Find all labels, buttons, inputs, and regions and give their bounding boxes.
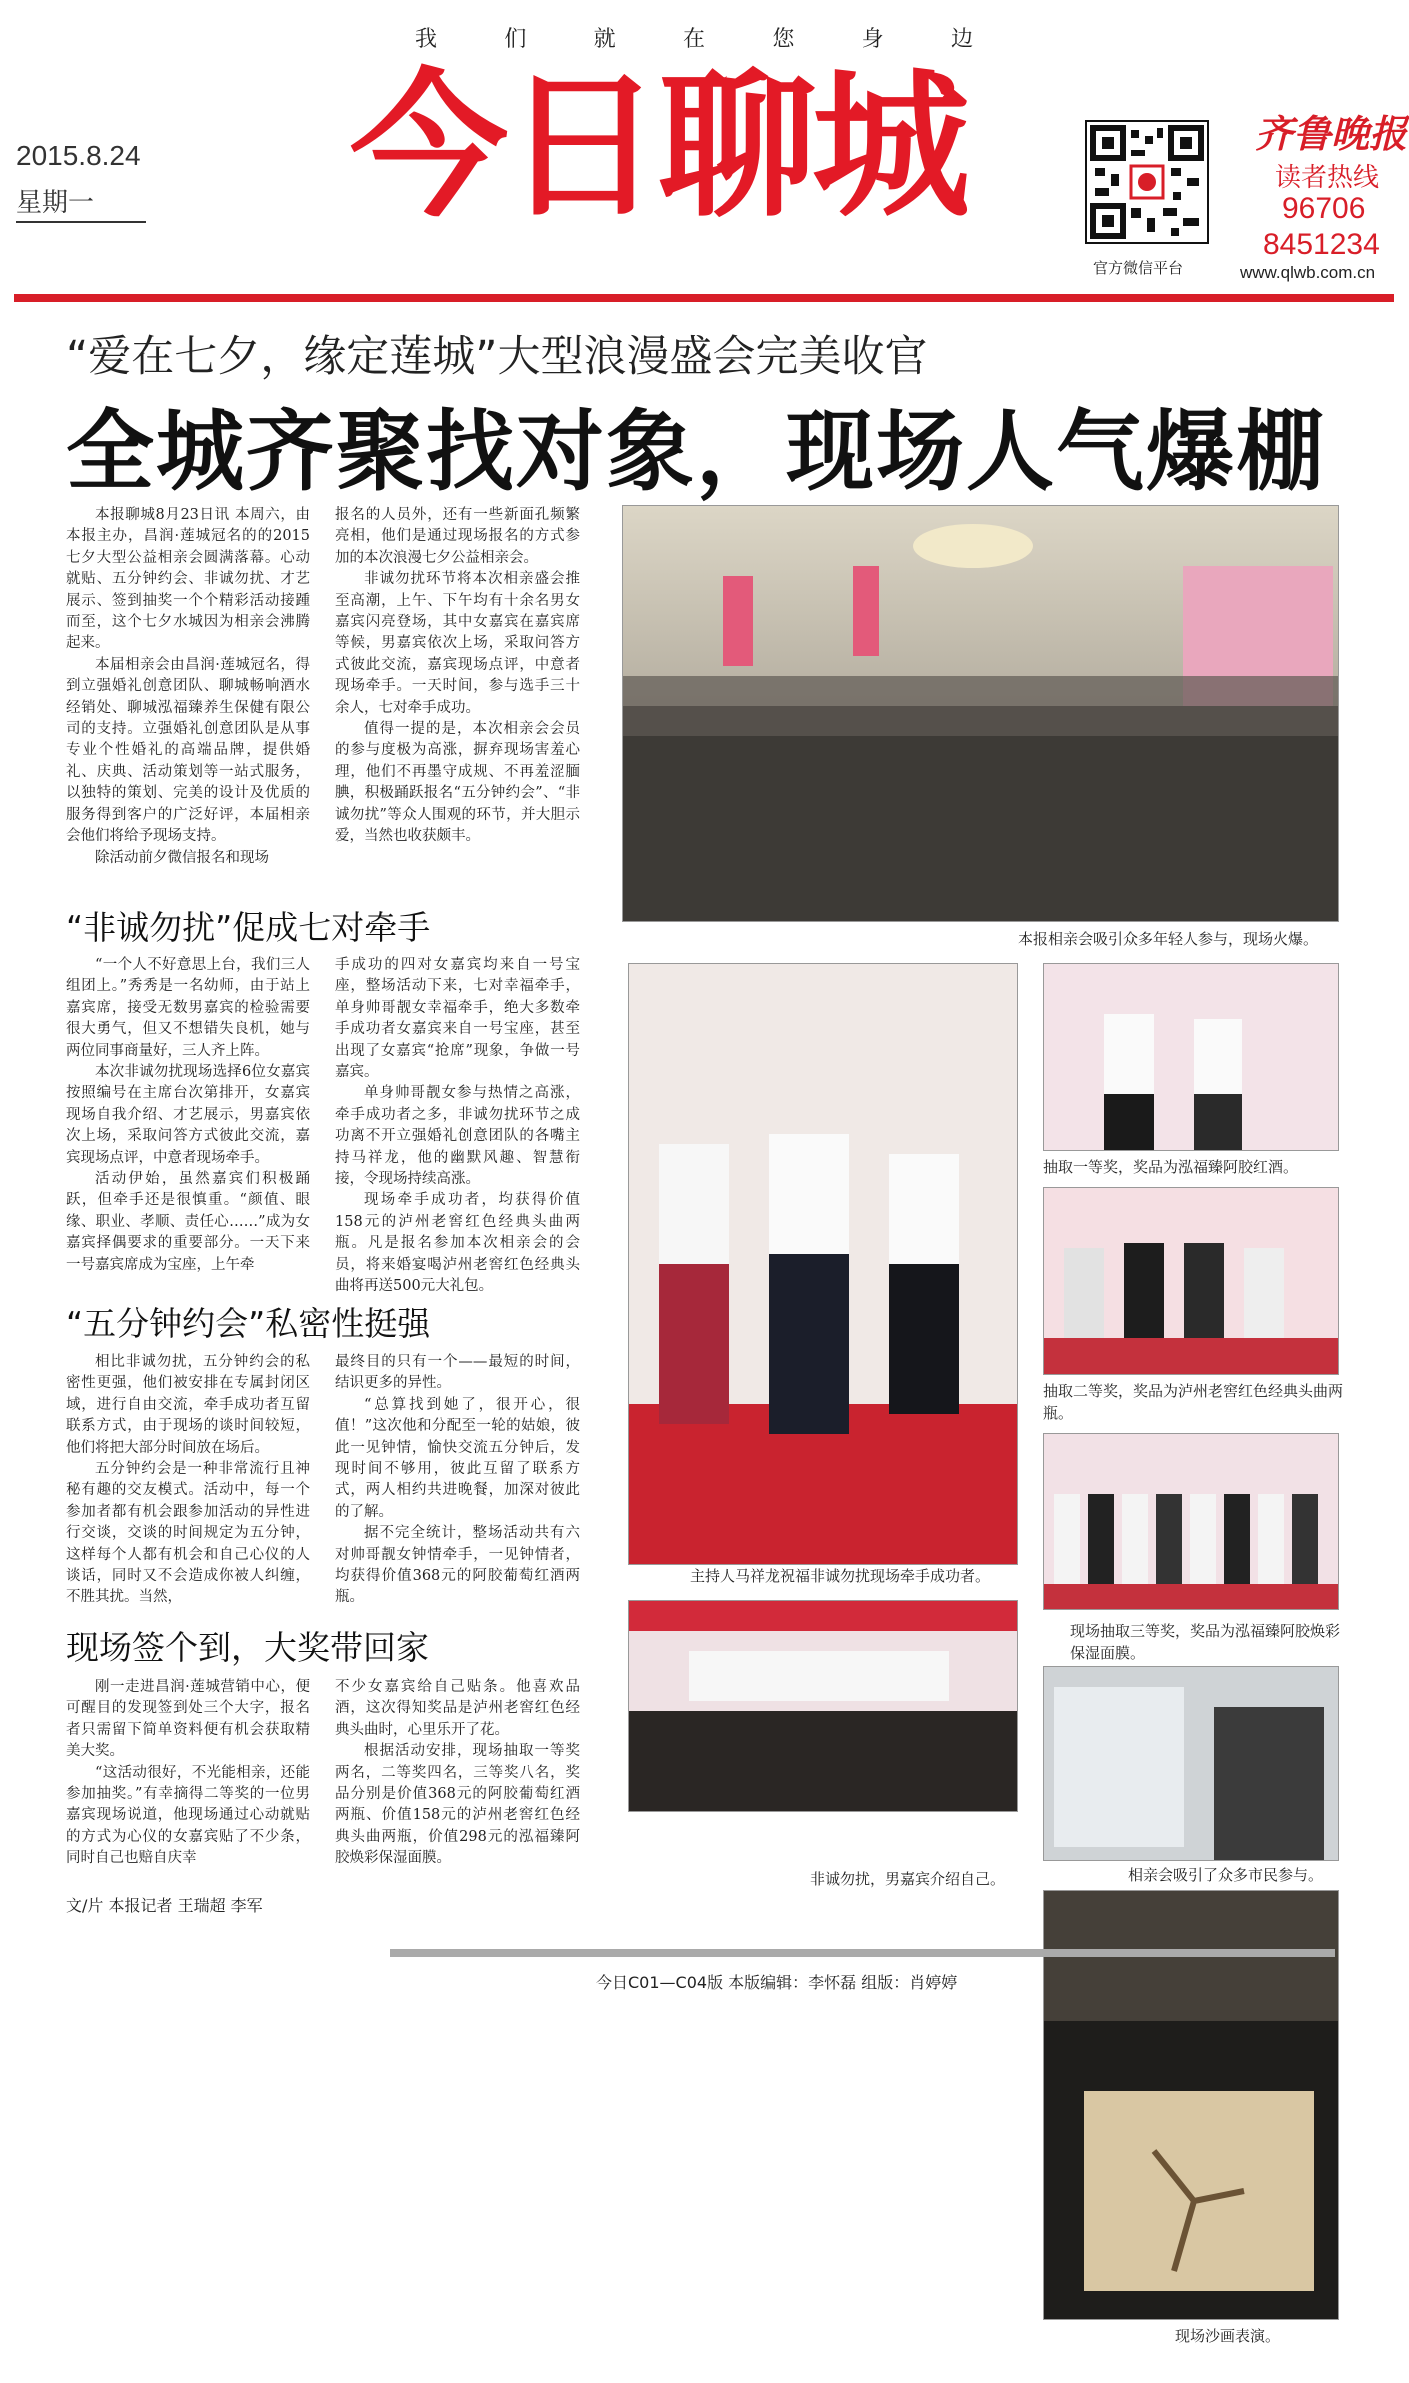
photo-stage: [628, 963, 1018, 1565]
paragraph: 除活动前夕微信报名和现场: [95, 849, 269, 866]
photo-first-prize: [1043, 963, 1339, 1151]
byline: 文/片 本报记者 王瑞超 李军: [66, 1896, 263, 1915]
section-title: “非诚勿扰”促成七对牵手: [66, 908, 431, 947]
hotline-number: 96706: [1282, 192, 1366, 225]
photo-caption: 抽取二等奖，奖品为泸州老窖红色经典头曲两瓶。: [1043, 1382, 1344, 1422]
section-title: “五分钟约会”私密性挺强: [66, 1304, 431, 1343]
photo-caption: 抽取一等奖，奖品为泓福臻阿胶红酒。: [1043, 1158, 1299, 1176]
paragraph: 手成功的四对女嘉宾均来自一号宝座，整场活动下来，七对幸福牵手，单身帅哥靓女幸福牵手，绝大多数牵手成功者女嘉宾来自一号宝座，甚至出现了女嘉宾“抢席”现象，争做一号嘉宾。: [335, 957, 580, 1081]
newspaper-logo: 齐鲁晚报: [1255, 111, 1408, 156]
photo-citizens: [1043, 1666, 1339, 1861]
paragraph: 活动伊始，虽然嘉宾们积极踊跃，但牵手还是很慎重。“颜值、眼缘、职业、孝顺、责任心……”成为女嘉宾择偶要求的重要部分。一天下来一号嘉宾席成为宝座，上午牵: [66, 1171, 310, 1273]
website-link[interactable]: www.qlwb.com.cn: [1240, 263, 1376, 282]
paragraph: 不少女嘉宾给自己贴条。他喜欢品酒，这次得知奖品是泸州老窖红色经典头曲时，心里乐开了花。: [335, 1679, 580, 1738]
photo-caption: 相亲会吸引了众多市民参与。: [1128, 1866, 1324, 1884]
paragraph: 本次非诚勿扰现场选择6位女嘉宾按照编号在主席台次第排开，女嘉宾现场自我介绍、才艺展示，男嘉宾依次上场，采取问答方式彼此交流，嘉宾现场点评，中意者现场牵手。: [66, 1064, 310, 1166]
slogan-char: 我: [415, 27, 440, 52]
paragraph: 最终目的只有一个——最短的时间，结识更多的异性。: [335, 1354, 580, 1392]
section1-column-1: [66, 955, 310, 1276]
qr-code-icon: [1085, 120, 1209, 244]
intro-column-1: [66, 505, 310, 869]
qr-label: 官方微信平台: [1093, 259, 1184, 277]
hotline-label: 读者热线: [1275, 163, 1380, 193]
photo-audience: [628, 1600, 1018, 1812]
masthead-slogan: [415, 22, 975, 53]
issue-weekday: 星期一: [16, 182, 146, 223]
paragraph: 报名的人员外，还有一些新面孔频繁亮相，他们是通过现场报名的方式参加的本次浪漫七夕公益相亲会。: [335, 507, 580, 566]
slogan-char: 边: [950, 27, 975, 52]
paragraph: 非诚勿扰环节将本次相亲盛会推至高潮，上午、下午均有十余名男女嘉宾闪亮登场，其中女嘉宾在嘉宾席等候，男嘉宾依次上场，采取问答方式彼此交流，嘉宾现场点评，中意者现场牵手。一天时间，参与选手三十余人，七对牵手成功。: [335, 571, 580, 716]
photo-caption: 本报相亲会吸引众多年轻人参与，现场火爆。: [1018, 930, 1319, 948]
masthead-title: 今日聊城: [350, 54, 966, 239]
section3-column-1: [66, 1677, 310, 1870]
article-kicker: “爱在七夕，缘定莲城”大型浪漫盛会完美收官: [66, 332, 928, 382]
paragraph: 本报聊城8月23日讯 本周六，由本报主办，昌润·莲城冠名的的2015七夕大型公益相亲会圆满落幕。心动就贴、五分钟约会、非诚勿扰、才艺展示、签到抽奖一个个精彩活动接踵而至，这个七夕水城因为相亲会沸腾起来。: [66, 507, 310, 652]
page-footer: 今日C01—C04版 本版编辑：李怀磊 组版：肖婷婷: [596, 1973, 958, 1992]
slogan-char: 身: [861, 27, 886, 52]
paragraph: “这活动很好，不光能相亲，还能参加抽奖。”有幸摘得二等奖的一位男嘉宾现场说道，他现场通过心动就贴的方式为心仪的女嘉宾贴了不少条，同时自己也赔自庆幸: [66, 1764, 310, 1867]
article-headline: 全城齐聚找对象，现场人气爆棚: [66, 399, 1327, 503]
paragraph: 相比非诚勿扰，五分钟约会的私密性更强，他们被安排在专属封闭区域，进行自由交流，牵手成功者互留联系方式，由于现场的谈时间较短，他们将把大部分时间放在场后。: [66, 1354, 310, 1456]
slogan-char: 就: [593, 27, 618, 52]
section3-column-2: [335, 1677, 580, 1870]
slogan-char: 您: [772, 27, 797, 52]
masthead-divider: [14, 294, 1394, 302]
photo-caption: 主持人马祥龙祝福非诚勿扰现场牵手成功者。: [690, 1567, 991, 1585]
photo-second-prize: [1043, 1187, 1339, 1375]
slogan-char: 们: [504, 27, 529, 52]
paragraph: 值得一提的是，本次相亲会会员的参与度极为高涨，摒弃现场害羞心理，他们不再墨守成规、不再羞涩腼腆，积极踊跃报名“五分钟约会”、“非诚勿扰”等众人围观的环节，并大胆示爱，当然也收获颇丰。: [335, 721, 580, 845]
photo-crowd: [622, 505, 1339, 922]
issue-date: 2015.8.24: [16, 140, 141, 171]
paragraph: 刚一走进昌润·莲城营销中心，便可醒目的发现签到处三个大字，报名者只需留下简单资料便有机会获取精美大奖。: [66, 1679, 310, 1760]
paragraph: 五分钟约会是一种非常流行且神秘有趣的交友模式。活动中，每一个参加者都有机会跟参加活动的异性进行交谈，交谈的时间规定为五分钟，这样每个人都有机会和自己心仪的人谈话，同时又不会造成你被人纠缠，不胜其扰。当然，: [66, 1461, 310, 1606]
paragraph: 根据活动安排，现场抽取一等奖两名，二等奖四名，三等奖八名，奖品分别是价值368元的阿胶葡萄红酒两瓶、价值158元的泸州老窖红色经典头曲两瓶，价值298元的泓福臻阿胶焕彩保湿面膜。: [335, 1743, 580, 1867]
photo-caption: 现场沙画表演。: [1175, 2327, 1281, 2345]
paragraph: 据不完全统计，整场活动共有六对帅哥靓女钟情牵手，一见钟情者，均获得价值368元的阿胶葡萄红酒两瓶。: [335, 1525, 580, 1606]
intro-column-2: [335, 505, 580, 848]
photo-third-prize: [1043, 1433, 1339, 1610]
footer-divider: [390, 1949, 1335, 1957]
paragraph: 现场牵手成功者，均获得价值158元的泸州老窖红色经典头曲两瓶。凡是报名参加本次相亲会的会员，将来婚宴喝泸州老窖红色经典头曲将再送500元大礼包。: [335, 1192, 580, 1295]
section2-column-1: [66, 1352, 310, 1609]
paragraph: 本届相亲会由昌润·莲城冠名，得到立强婚礼创意团队、聊城畅响酒水经销处、聊城泓福臻养生保健有限公司的支持。立强婚礼创意团队是从事专业个性婚礼的高端品牌，提供婚礼、庆典、活动策划等一站式服务，以独特的策划、完美的设计及优质的服务得到客户的广泛好评，本届相亲会他们将给予现场支持。: [66, 656, 310, 845]
section-title: 现场签个到，大奖带回家: [66, 1628, 429, 1667]
photo-caption: 非诚勿扰，男嘉宾介绍自己。: [810, 1870, 1006, 1888]
photo-caption: 现场抽取三等奖，奖品为泓福臻阿胶焕彩保湿面膜。: [1070, 1622, 1341, 1662]
slogan-char: 在: [682, 27, 707, 52]
section1-column-2: [335, 955, 580, 1298]
paragraph: 单身帅哥靓女参与热情之高涨，牵手成功者之多，非诚勿扰环节之成功离不开立强婚礼创意团队的各嘴主持马祥龙，他的幽默风趣、智慧衔接，令现场持续高涨。: [335, 1085, 580, 1188]
section2-column-2: [335, 1352, 580, 1609]
hotline-number: 8451234: [1263, 228, 1380, 261]
paragraph: “总算找到她了，很开心，很值！”这次他和分配至一轮的姑娘，彼此一见钟情，愉快交流五分钟后，发现时间不够用，彼此互留了联系方式，两人相约共进晚餐，加深对彼此的了解。: [335, 1396, 580, 1520]
paragraph: “一个人不好意思上台，我们三人组团上。”秀秀是一名幼师，由于站上嘉宾席，接受无数男嘉宾的检验需要很大勇气，但又不想错失良机，她与两位同事商量好，三人齐上阵。: [66, 957, 310, 1059]
